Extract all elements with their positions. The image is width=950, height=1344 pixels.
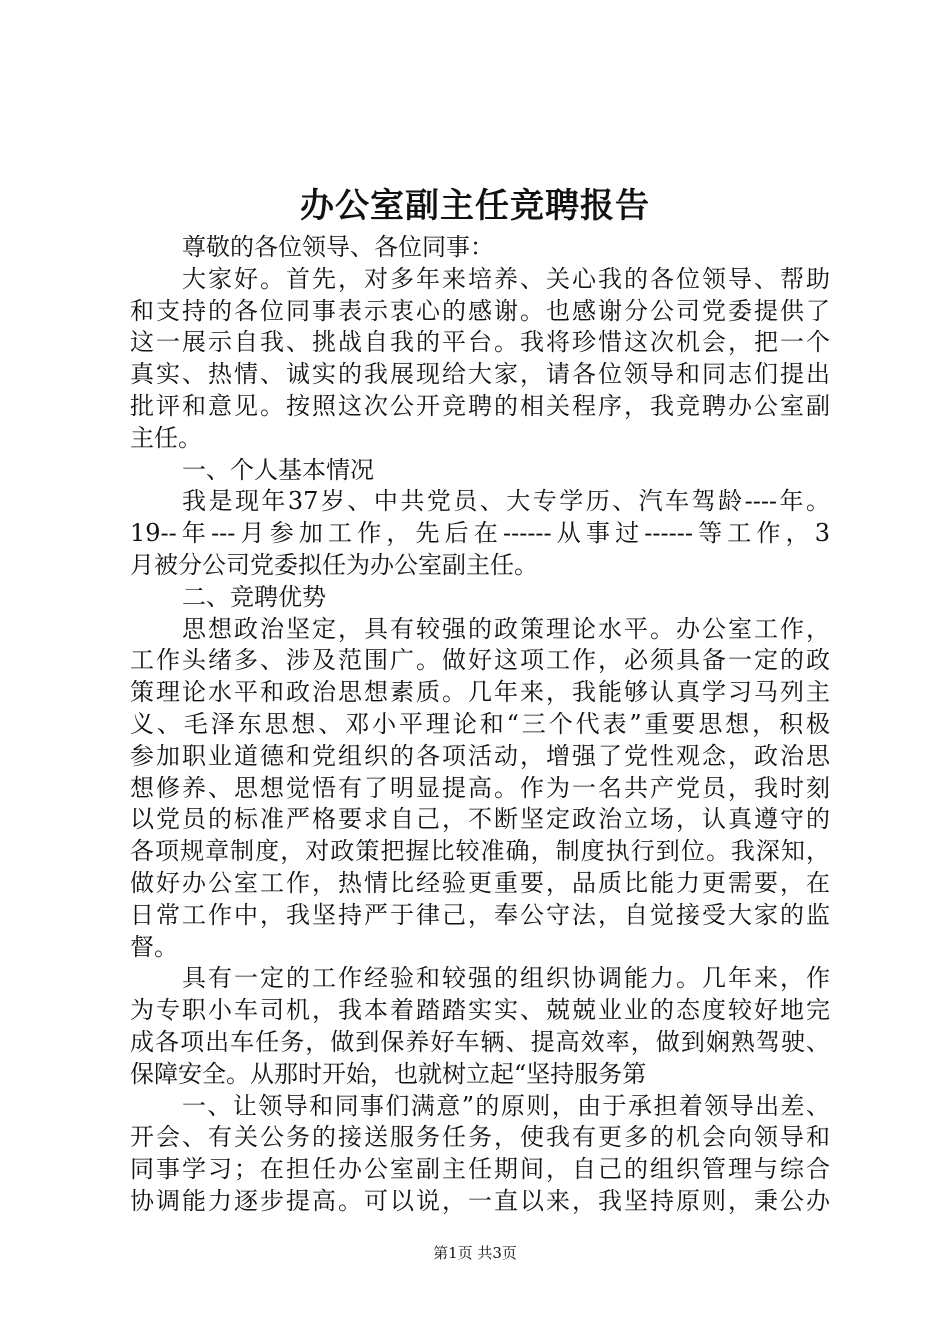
section-heading: 二、竞聘优势 [182,582,326,611]
text-line: 以党员的标准严格要求自己，不断坚定政治立场，认真遵守的 [130,805,830,834]
text-line: 成各项出车任务，做到保养好车辆、提高效率，做到娴熟驾驶、 [130,1027,830,1056]
text-line: 保障安全。从那时开始，也就树立起“坚持服务第 [130,1059,647,1088]
text-line: 批评和意见。按照这次公开竞聘的相关程序，我竞聘办公室副 [130,391,830,420]
text-line: 19--年---月参加工作，先后在------从事过------等工作，3 [130,519,830,548]
text-line: 真实、热情、诚实的我展现给大家，请各位领导和同志们提出 [130,360,830,389]
section-heading: 一、个人基本情况 [182,455,374,484]
text-line: 想修养、思想觉悟有了明显提高。作为一名共产党员，我时刻 [130,773,830,802]
text-line: 日常工作中，我坚持严于律己，奉公守法，自觉接受大家的监 [130,900,830,929]
text-line: 为专职小车司机，我本着踏踏实实、兢兢业业的态度较好地完 [130,996,830,1025]
text-line: 义、毛泽东思想、邓小平理论和“三个代表”重要思想，积极 [130,709,830,738]
text-line: 参加职业道德和党组织的各项活动，增强了党性观念，政治思 [130,741,830,770]
salutation-line: 尊敬的各位领导、各位同事： [182,233,494,261]
text-line: 思想政治坚定，具有较强的政策理论水平。办公室工作， [182,614,830,643]
text-line: 工作头绪多、涉及范围广。做好这项工作，必须具备一定的政 [130,646,830,675]
document-title: 办公室副主任竞聘报告 [300,186,650,226]
text-line: 这一展示自我、挑战自我的平台。我将珍惜这次机会，把一个 [130,328,830,357]
text-line: 协调能力逐步提高。可以说，一直以来，我坚持原则，秉公办 [130,1186,830,1215]
document-body [130,232,830,1218]
text-line: 月被分公司党委拟任为办公室副主任。 [130,550,538,579]
text-line: 策理论水平和政治思想素质。几年来，我能够认真学习马列主 [130,678,830,707]
text-line: 做好办公室工作，热情比经验更重要，品质比能力更需要，在 [130,868,830,897]
text-line: 各项规章制度，对政策把握比较准确，制度执行到位。我深知， [130,837,830,866]
text-line: 主任。 [130,423,202,452]
text-line: 大家好。首先，对多年来培养、关心我的各位领导、帮助 [182,264,830,293]
text-line: 我是现年37岁、中共党员、大专学历、汽车驾龄----年。 [182,487,830,516]
text-line: 一、让领导和同事们满意”的原则，由于承担着领导出差、 [182,1091,830,1120]
text-line: 同事学习；在担任办公室副主任期间，自己的组织管理与综合 [130,1155,830,1184]
text-line: 和支持的各位同事表示衷心的感谢。也感谢分公司党委提供了 [130,296,830,325]
text-line: 督。 [130,932,178,961]
page-footer: 第1页 共3页 [433,1244,517,1262]
text-line: 具有一定的工作经验和较强的组织协调能力。几年来，作 [182,964,830,993]
text-line: 开会、有关公务的接送服务任务，使我有更多的机会向领导和 [130,1123,830,1152]
